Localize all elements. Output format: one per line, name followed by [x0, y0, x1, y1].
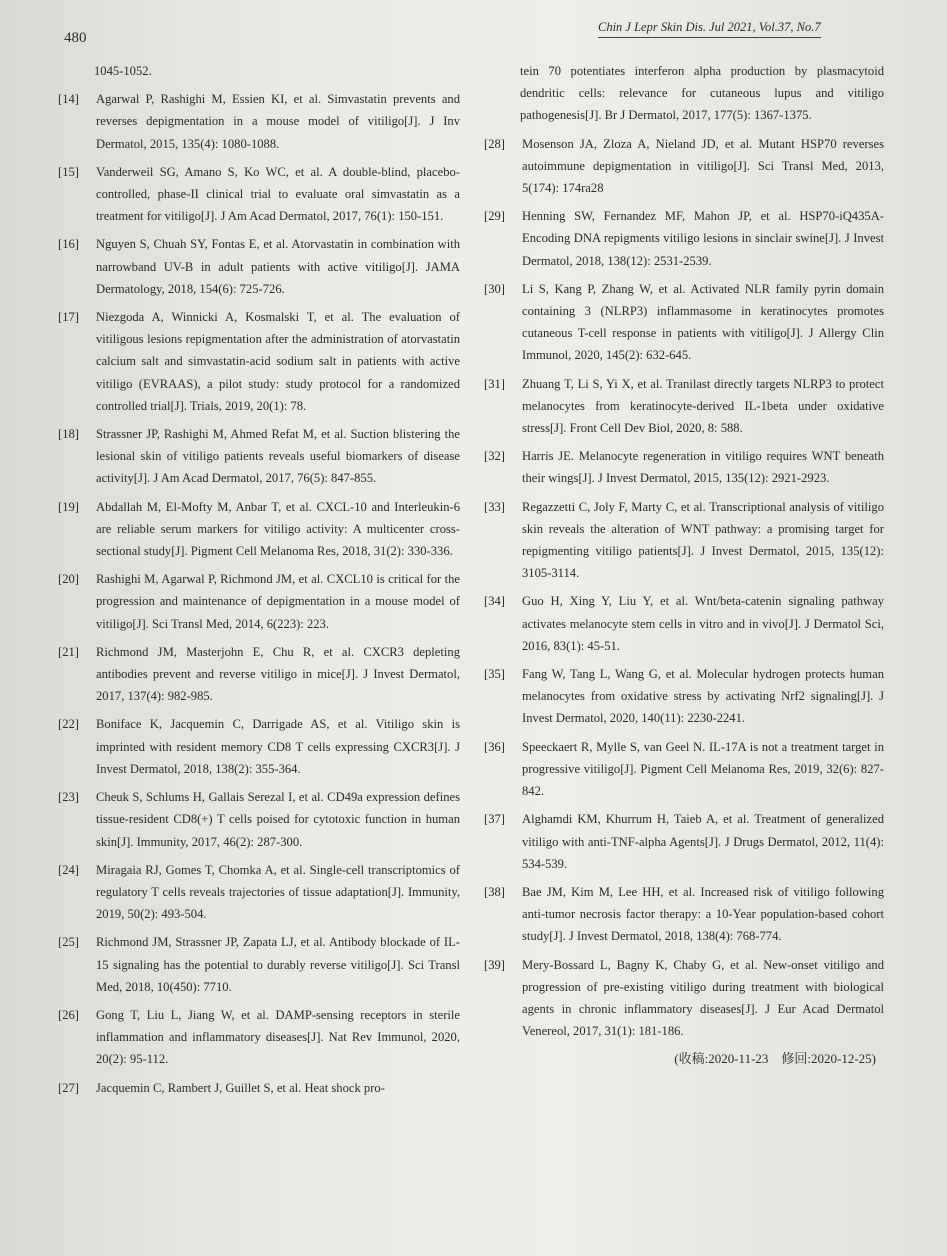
reference-item [484, 954, 884, 1043]
reference-number: [32] [484, 449, 505, 464]
reference-text: Li S, Kang P, Zhang W, et al. Activated NLR family pyrin domain containing 3 (NLRP3) inflammasome in keratinocytes promotes cutaneous T-cell response in patients with vitiligo[J]. J Allergy Clin Immunol, 2020, 145(2): 632-645. [522, 281, 884, 363]
reference-text: Fang W, Tang L, Wang G, et al. Molecular hydrogen protects human melanocytes from oxidative stress by activating Nrf2 signaling[J]. J Invest Dermatol, 2020, 140(11): 2230-2241. [522, 667, 884, 726]
page-number: 480 [64, 30, 87, 46]
reference-number: [17] [58, 310, 79, 325]
reference-text: Bae JM, Kim M, Lee HH, et al. Increased risk of vitiligo following anti-tumor necrosis factor therapy: a 10-Year population-based cohort study[J]. J Invest Dermatol, 2018, 138(4): 768-774. [522, 884, 884, 944]
reference-text: Mery-Bossard L, Bagny K, Chaby G, et al. New-onset vitiligo and progression of pre-existing vitiligo during treatment with biological agents in chronic inflammatory diseases[J]. J Eur Acad Dermatol Venereol, 2017, 31(1): 181-186. [522, 957, 884, 1039]
reference-number: [28] [484, 136, 505, 151]
reference-number: [37] [484, 812, 505, 827]
reference-number: [20] [58, 572, 79, 587]
reference-number: [24] [58, 862, 79, 877]
reference-number: [15] [58, 164, 79, 179]
reference-item [484, 496, 884, 585]
reference-item [58, 641, 460, 708]
reference-text: Henning SW, Fernandez MF, Mahon JP, et al. HSP70-iQ435A-Encoding DNA repigments vitiligo lesions in sinclair swine[J]. J Invest Dermatol, 2018, 138(12): 2531-2539. [522, 209, 884, 268]
reference-number: [25] [58, 935, 79, 950]
reference-text: Richmond JM, Strassner JP, Zapata LJ, et al. Antibody blockade of IL-15 signaling has the potential to durably reverse vitiligo[J]. Sci Transl Med, 2018, 10(450): 7710. [96, 935, 460, 994]
reference-number: [18] [58, 427, 79, 442]
reference-number: [26] [58, 1007, 79, 1022]
reference-text: Richmond JM, Masterjohn E, Chu R, et al. CXCR3 depleting antibodies prevent and reverse vitiligo in mice[J]. J Invest Dermatol, 2017, 137(4): 982-985. [96, 644, 460, 704]
reference-number: [30] [484, 281, 505, 296]
reference-number: [31] [484, 376, 505, 391]
reference-item [484, 205, 884, 272]
reference-item [58, 786, 460, 853]
reference-number: [29] [484, 209, 505, 224]
reference-item [484, 881, 884, 948]
reference-item [484, 808, 884, 875]
reference-text: Vanderweil SG, Amano S, Ko WC, et al. A double-blind, placebo-controlled, phase-II clinical trial to evaluate oral simvastatin as a treatment for vitiligo[J]. J Am Acad Dermatol, 2017, 76(1): 150-151. [96, 164, 460, 224]
running-header: Chin J Lepr Skin Dis. Jul 2021, Vol.37, No.7 [598, 20, 821, 38]
reference-text: Cheuk S, Schlums H, Gallais Serezal I, et al. CD49a expression defines tissue-resident CD8(+) T cells poised for cytotoxic function in human skin[J]. Immunity, 2017, 46(2): 287-300. [96, 790, 460, 849]
reference-item [484, 373, 884, 440]
reference-item [484, 590, 884, 657]
reference-text: Speeckaert R, Mylle S, van Geel N. IL-17A is not a treatment target in progressive vitiligo[J]. Pigment Cell Melanoma Res, 2019, 32(6): 827-842. [522, 739, 884, 799]
reference-text: Alghamdi KM, Khurrum H, Taieb A, et al. Treatment of generalized vitiligo with anti-TNF-alpha Agents[J]. J Drugs Dermatol, 2012, 11(4): 534-539. [522, 812, 884, 871]
reference-number: [36] [484, 739, 505, 754]
reference-text: Gong T, Liu L, Jiang W, et al. DAMP-sensing receptors in sterile inflammation and inflammatory diseases[J]. Nat Rev Immunol, 2020, 20(2): 95-112. [96, 1007, 460, 1067]
reference-item [484, 736, 884, 803]
reference-number: [39] [484, 957, 505, 972]
reference-item [58, 1004, 460, 1071]
reference-item [58, 161, 460, 228]
reference-number: [22] [58, 717, 79, 732]
reference-item [58, 568, 460, 635]
reference-text: Jacquemin C, Rambert J, Guillet S, et al. Heat shock pro- [96, 1080, 385, 1095]
reference-item [58, 859, 460, 926]
reference-item [58, 931, 460, 998]
reference-continuation: 1045-1052. [94, 64, 152, 78]
right-column [484, 60, 884, 1084]
reference-list [58, 88, 460, 1099]
reference-text: Harris JE. Melanocyte regeneration in vitiligo requires WNT beneath their wings[J]. J Invest Dermatol, 2015, 135(12): 2921-2923. [522, 449, 884, 486]
reference-item [484, 663, 884, 730]
reference-number: [14] [58, 92, 79, 107]
reference-number: [38] [484, 884, 505, 899]
reference-text: Zhuang T, Li S, Yi X, et al. Tranilast directly targets NLRP3 to protect melanocytes from keratinocyte-derived IL-1beta under oxidative stress[J]. Front Cell Dev Biol, 2020, 8: 588. [522, 376, 884, 436]
reference-text: Strassner JP, Rashighi M, Ahmed Refat M, et al. Suction blistering the lesional skin of vitiligo patients reveals useful biomarkers of disease activity[J]. J Am Acad Dermatol, 2017, 76(5): 847-855. [96, 427, 460, 486]
reference-item [58, 88, 460, 155]
reference-text: Guo H, Xing Y, Liu Y, et al. Wnt/beta-catenin signaling pathway activates melanocyte stem cells in vitro and in vivo[J]. J Dermatol Sci, 2016, 83(1): 45-51. [522, 594, 884, 653]
reference-number: [34] [484, 594, 505, 609]
reference-item [484, 445, 884, 489]
left-column [58, 60, 460, 1105]
reference-number: [16] [58, 237, 79, 252]
reference-text: Abdallah M, El-Mofty M, Anbar T, et al. CXCL-10 and Interleukin-6 are reliable serum markers for vitiligo activity: A multicenter cross-sectional study[J]. Pigment Cell Melanoma Res, 2018, 31(2): 330-336. [96, 499, 460, 559]
received-revised-dates: (收稿:2020-11-23 修回:2020-12-25) [674, 1051, 876, 1067]
reference-text: Regazzetti C, Joly F, Marty C, et al. Transcriptional analysis of vitiligo skin reveals the alteration of WNT pathway: a promising target for repigmenting vitiligo patients[J]. J Invest Dermatol, 2015, 135(12): 3105-3114. [522, 499, 884, 581]
reference-item [58, 306, 460, 417]
reference-list [484, 133, 884, 1043]
reference-number: [27] [58, 1080, 79, 1095]
reference-text: Nguyen S, Chuah SY, Fontas E, et al. Atorvastatin in combination with narrowband UV-B in adult patients with active vitiligo[J]. JAMA Dermatology, 2018, 154(6): 725-726. [96, 237, 460, 296]
reference-number: [21] [58, 644, 79, 659]
reference-text: Niezgoda A, Winnicki A, Kosmalski T, et al. The evaluation of vitiligous lesions repigmentation after the administration of atorvastatin calcium salt and simvastatin-acid sodium salt in patients with active vitiligo (EVRAAS), a pilot study: study protocol for a randomized controlled trial[J]. Trials, 2019, 20(1): 78. [96, 310, 460, 413]
reference-number: [23] [58, 790, 79, 805]
reference-item [58, 496, 460, 563]
reference-text: Agarwal P, Rashighi M, Essien KI, et al. Simvastatin prevents and reverses depigmentation in a mouse model of vitiligo[J]. J Inv Dermatol, 2015, 135(4): 1080-1088. [96, 92, 460, 151]
reference-number: [35] [484, 667, 505, 682]
reference-number: [19] [58, 499, 79, 514]
reference-item [58, 1077, 460, 1099]
reference-text: Rashighi M, Agarwal P, Richmond JM, et al. CXCL10 is critical for the progression and maintenance of depigmentation in a mouse model of vitiligo[J]. Sci Transl Med, 2014, 6(223): 223. [96, 572, 460, 631]
reference-item [484, 278, 884, 367]
reference-item [58, 423, 460, 490]
reference-item [58, 713, 460, 780]
reference-text: Miragaia RJ, Gomes T, Chomka A, et al. Single-cell transcriptomics of regulatory T cells reveals trajectories of tissue adaptation[J]. Immunity, 2019, 50(2): 493-504. [96, 862, 460, 922]
reference-text: Boniface K, Jacquemin C, Darrigade AS, et al. Vitiligo skin is imprinted with resident memory CD8 T cells expressing CXCR3[J]. J Invest Dermatol, 2018, 138(2): 355-364. [96, 717, 460, 776]
reference-number: [33] [484, 499, 505, 514]
reference-continuation: tein 70 potentiates interferon alpha production by plasmacytoid dendritic cells: relevance for cutaneous lupus and vitiligo pathogenesis[J]. Br J Dermatol, 2017, 177(5): 1367-1375. [520, 64, 884, 123]
reference-text: Mosenson JA, Zloza A, Nieland JD, et al. Mutant HSP70 reverses autoimmune depigmentation in vitiligo[J]. Sci Transl Med, 2013, 5(174): 174ra28 [522, 136, 884, 196]
reference-item [58, 233, 460, 300]
reference-item [484, 133, 884, 200]
